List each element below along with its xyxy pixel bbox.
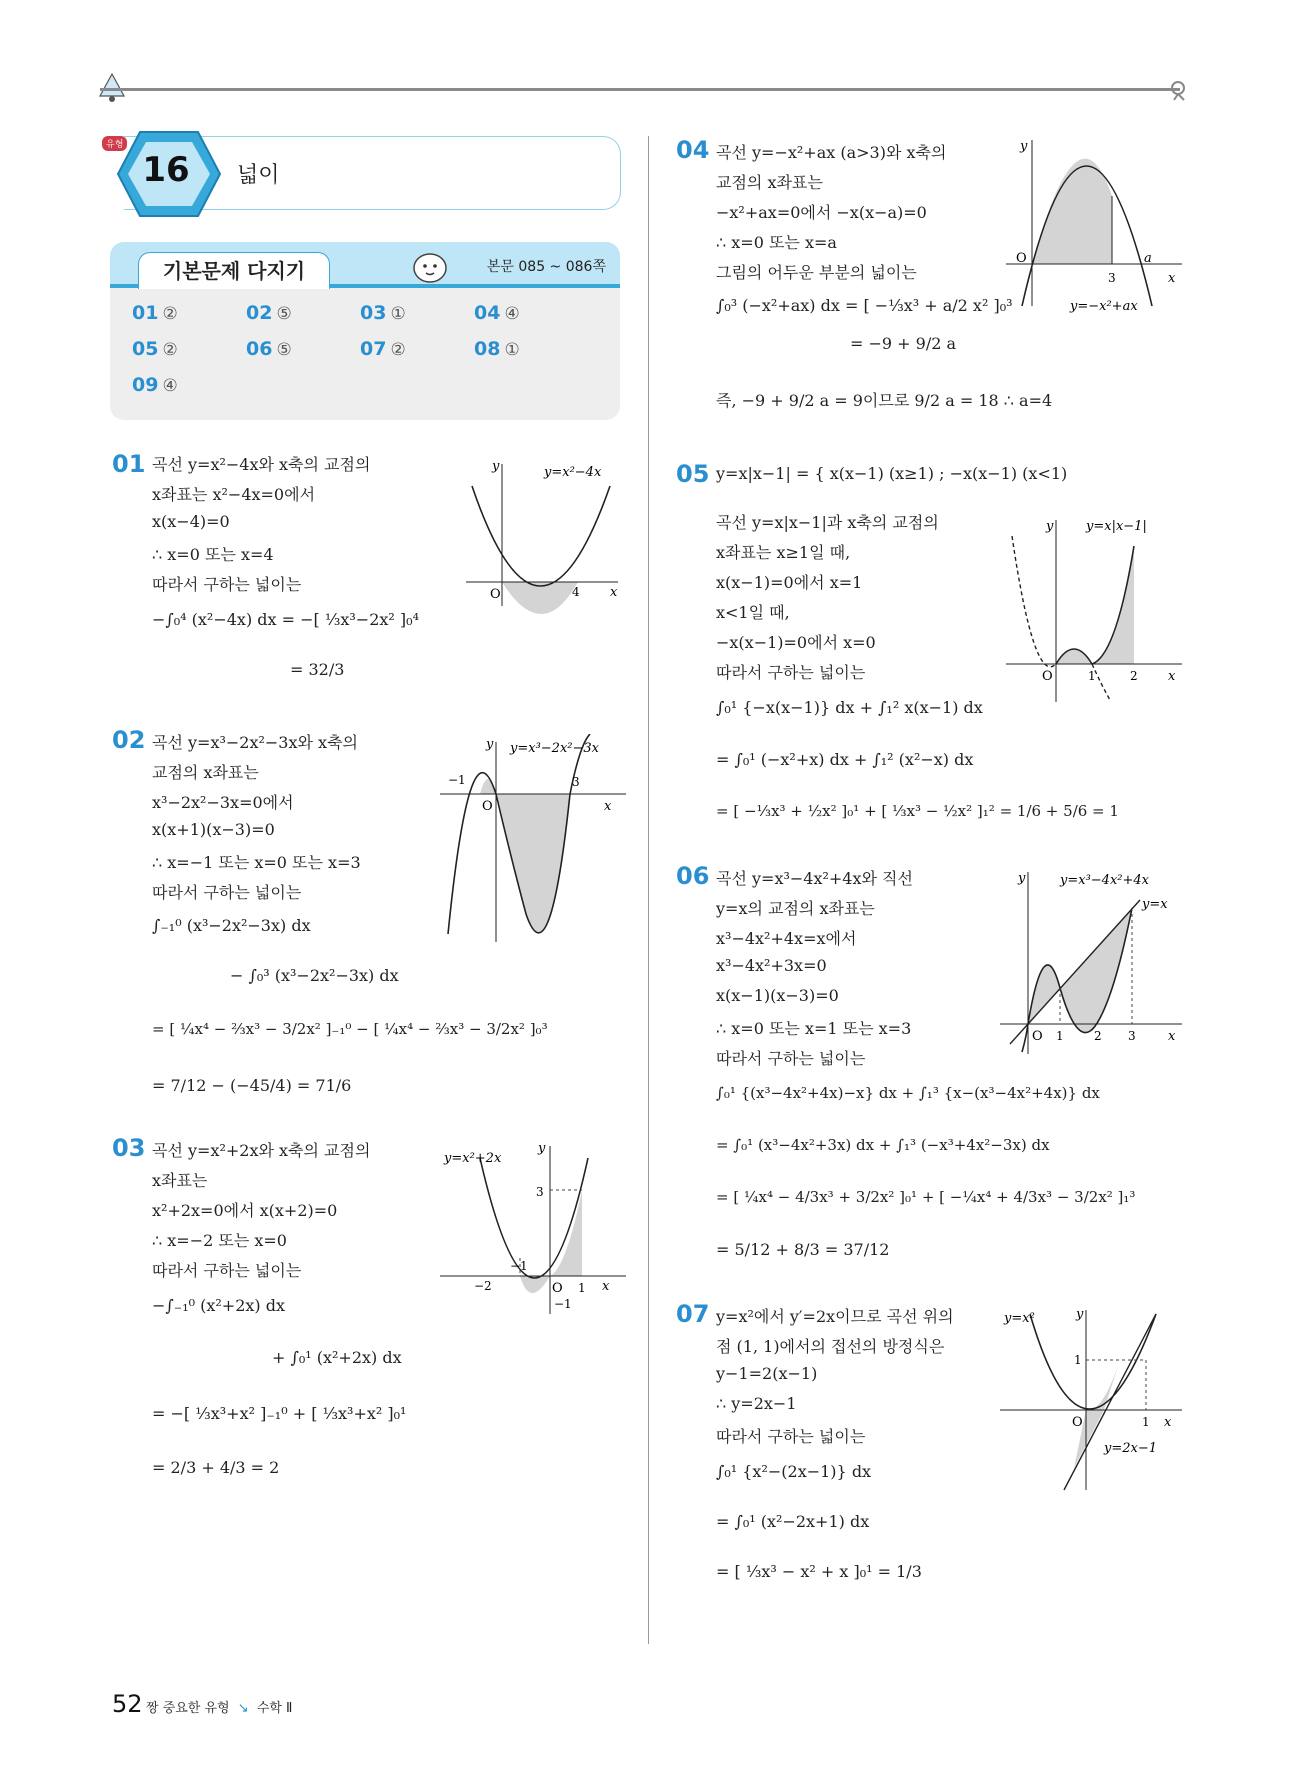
p05-tick-2: 2 xyxy=(1130,669,1138,683)
p03-line-8: = −[ ⅓x³+x² ]₋₁⁰ + [ ⅓x³+x² ]₀¹ xyxy=(152,1404,407,1423)
footer-title xyxy=(146,1697,292,1716)
problem-04-number: 04 xyxy=(676,136,710,164)
footer-arrow-icon: ↘ xyxy=(237,1701,249,1716)
p05-line-10: = [ −⅓x³ + ½x² ]₀¹ + [ ⅓x³ − ½x² ]₁² = 1/6 + 5/6 = 1 xyxy=(716,802,1119,820)
ribbon-icon xyxy=(1168,78,1192,102)
p04-line-8: 즉, −9 + 9/2 a = 9이므로 9/2 a = 18 ∴ a=4 xyxy=(716,391,1053,410)
p03-line-3: x²+2x=0에서 x(x+2)=0 xyxy=(152,1201,338,1220)
p01-line-5: 따라서 구하는 넓이는 xyxy=(152,575,302,594)
p03-line-5: 따라서 구하는 넓이는 xyxy=(152,1261,302,1280)
p07-line-6: ∫₀¹ {x²−(2x−1)} dx xyxy=(716,1462,872,1481)
p04-y-label: y xyxy=(1020,139,1028,154)
p02-line-3: x³−2x²−3x=0에서 xyxy=(152,793,294,812)
p02-line-6: 따라서 구하는 넓이는 xyxy=(152,883,302,902)
p03-eq: y=x²+2x xyxy=(444,1151,502,1166)
p05-line-2: 곡선 y=x|x−1|과 x축의 교점의 xyxy=(716,513,939,532)
p06-eq: y=x³−4x²+4x xyxy=(1060,873,1149,888)
p06-line-1: 곡선 y=x³−4x²+4x와 직선 xyxy=(716,869,913,888)
mascot-bell-icon xyxy=(92,66,132,106)
p02-line-2: 교점의 x좌표는 xyxy=(152,763,259,782)
answer-number: 04 xyxy=(474,302,501,324)
answer-choice: ⑤ xyxy=(276,340,292,360)
p03-line-9: = 2/3 + 4/3 = 2 xyxy=(152,1458,280,1477)
problem-07-number: 07 xyxy=(676,1300,710,1328)
p03-origin: O xyxy=(552,1281,563,1296)
p02-line-1: 곡선 y=x³−2x²−3x와 x축의 xyxy=(152,733,358,752)
p06-tick-2: 2 xyxy=(1094,1029,1102,1043)
p07-tick-1: 1 xyxy=(1142,1415,1150,1429)
column-divider xyxy=(648,136,649,1644)
answer-number: 01 xyxy=(132,302,159,324)
p01-line-4: ∴ x=0 또는 x=4 xyxy=(152,545,274,564)
p05-x-label: x xyxy=(1168,669,1176,684)
problem-06-number: 06 xyxy=(676,862,710,890)
p01-graph xyxy=(462,456,622,616)
answer-choice: ① xyxy=(390,304,406,324)
p02-x-label: x xyxy=(604,799,612,814)
answer-item xyxy=(246,338,292,360)
p07-line-5: 따라서 구하는 넓이는 xyxy=(716,1427,866,1446)
p01-line-3: x(x−4)=0 xyxy=(152,512,230,531)
p06-line-11: = 5/12 + 8/3 = 37/12 xyxy=(716,1240,890,1259)
answer-number: 02 xyxy=(246,302,273,324)
answer-item xyxy=(132,338,178,360)
p06-tick-1: 1 xyxy=(1056,1029,1064,1043)
unit-title: 넓이 xyxy=(237,163,280,188)
p04-line-2: 교점의 x좌표는 xyxy=(716,173,823,192)
unit-tag: 유형 xyxy=(102,136,127,151)
answer-number: 05 xyxy=(132,338,159,360)
p06-origin: O xyxy=(1032,1029,1043,1044)
p05-eq: y=x|x−1| xyxy=(1086,519,1147,534)
problem-01-number: 01 xyxy=(112,450,146,478)
answer-item xyxy=(132,374,178,396)
p01-line-1: 곡선 y=x²−4x와 x축의 교점의 xyxy=(152,455,371,474)
p02-line-4: x(x+1)(x−3)=0 xyxy=(152,820,275,839)
p06-line-8: ∫₀¹ {(x³−4x²+4x)−x} dx + ∫₁³ {x−(x³−4x²+4x)} dx xyxy=(716,1084,1100,1102)
p02-line-10: = 7/12 − (−45/4) = 71/6 xyxy=(152,1076,352,1095)
p07-origin: O xyxy=(1072,1415,1083,1430)
answer-choice: ④ xyxy=(504,304,520,324)
p07-line-3: y−1=2(x−1) xyxy=(716,1364,818,1383)
p07-line-1: y=x²에서 y′=2x이므로 곡선 위의 xyxy=(716,1307,954,1326)
p05-line-4: x(x−1)=0에서 x=1 xyxy=(716,573,863,592)
p01-tick-4: 4 xyxy=(572,585,580,599)
p06-line-3: x³−4x²+4x=x에서 xyxy=(716,929,857,948)
p07-line-8: = [ ⅓x³ − x² + x ]₀¹ = 1/3 xyxy=(716,1562,922,1581)
problem-03-number: 03 xyxy=(112,1134,146,1162)
p05-line-5: x<1일 때, xyxy=(716,603,790,622)
p06-line-4: x³−4x²+3x=0 xyxy=(716,956,827,975)
p06-line-6: ∴ x=0 또는 x=1 또는 x=3 xyxy=(716,1019,912,1038)
p03-tick-3: 3 xyxy=(536,1185,544,1199)
answer-number: 07 xyxy=(360,338,387,360)
answer-choice: ② xyxy=(162,340,178,360)
p03-line-7: + ∫₀¹ (x²+2x) dx xyxy=(272,1348,402,1367)
answer-item xyxy=(360,302,406,324)
p01-eq: y=x²−4x xyxy=(544,465,602,480)
p02-line-7: ∫₋₁⁰ (x³−2x²−3x) dx xyxy=(152,916,311,935)
answer-choice: ④ xyxy=(162,376,178,396)
p07-line-eq: y=2x−1 xyxy=(1104,1441,1158,1456)
p02-line-9: = [ ¼x⁴ − ⅔x³ − 3/2x² ]₋₁⁰ − [ ¼x⁴ − ⅔x³ − 3/2x² ]₀³ xyxy=(152,1020,548,1038)
p04-line-7: = −9 + 9/2 a xyxy=(850,334,957,353)
answer-number: 08 xyxy=(474,338,501,360)
problem-05-number: 05 xyxy=(676,460,710,488)
p05-y-label: y xyxy=(1046,519,1054,534)
p06-line-7: 따라서 구하는 넓이는 xyxy=(716,1049,866,1068)
answer-key-box xyxy=(110,242,620,420)
p07-line-4: ∴ y=2x−1 xyxy=(716,1394,797,1413)
p02-tick-neg1: −1 xyxy=(448,773,466,787)
p06-tick-3: 3 xyxy=(1128,1029,1136,1043)
answer-key-reference: 본문 085 ~ 086쪽 xyxy=(486,259,606,275)
p05-line-9: = ∫₀¹ (−x²+x) dx + ∫₁² (x²−x) dx xyxy=(716,750,974,769)
p03-tick-neg1: −1 xyxy=(510,1259,528,1273)
p02-line-8: − ∫₀³ (x³−2x²−3x) dx xyxy=(230,966,399,985)
footer-book: 짱 중요한 유형 xyxy=(146,1701,230,1716)
p07-line-7: = ∫₀¹ (x²−2x+1) dx xyxy=(716,1512,870,1531)
answer-key-tab: 기본문제 다지기 xyxy=(138,252,330,289)
p01-line-6: −∫₀⁴ (x²−4x) dx = −[ ⅓x³−2x² ]₀⁴ xyxy=(152,610,419,629)
p03-line-6: −∫₋₁⁰ (x²+2x) dx xyxy=(152,1296,285,1315)
p05-line-8: ∫₀¹ {−x(x−1)} dx + ∫₁² x(x−1) dx xyxy=(716,698,983,717)
p04-x-label: x xyxy=(1168,271,1176,286)
p05-line-6: −x(x−1)=0에서 x=0 xyxy=(716,633,876,652)
answer-number: 09 xyxy=(132,374,159,396)
p03-y-label: y xyxy=(538,1141,546,1156)
p04-line-6: ∫₀³ (−x²+ax) dx = [ −⅓x³ + a/2 x² ]₀³ xyxy=(716,296,1013,315)
p06-line-9: = ∫₀¹ (x³−4x²+3x) dx + ∫₁³ (−x³+4x²−3x) dx xyxy=(716,1136,1050,1154)
p04-tick-3: 3 xyxy=(1108,271,1116,285)
p01-origin: O xyxy=(490,587,501,602)
answer-choice: ① xyxy=(504,340,520,360)
p01-y-label: y xyxy=(492,459,500,474)
p04-line-1: 곡선 y=−x²+ax (a>3)와 x축의 xyxy=(716,143,947,162)
p03-line-1: 곡선 y=x²+2x와 x축의 교점의 xyxy=(152,1141,371,1160)
p06-line-10: = [ ¼x⁴ − 4/3x³ + 3/2x² ]₀¹ + [ −¼x⁴ + 4/3x³ − 3/2x² ]₁³ xyxy=(716,1188,1136,1206)
p03-x-label: x xyxy=(602,1279,610,1294)
p07-tick-y1: 1 xyxy=(1074,1353,1082,1367)
answer-choice: ② xyxy=(390,340,406,360)
answer-choice: ② xyxy=(162,304,178,324)
p02-y-label: y xyxy=(486,737,494,752)
p01-x-label: x xyxy=(610,585,618,600)
answer-number: 03 xyxy=(360,302,387,324)
answer-number: 06 xyxy=(246,338,273,360)
p05-line-1: y=x|x−1| = { x(x−1) (x≥1) ; −x(x−1) (x<1) xyxy=(716,464,1068,483)
p05-line-7: 따라서 구하는 넓이는 xyxy=(716,663,866,682)
p07-y-label: y xyxy=(1076,1307,1084,1322)
p07-line-2: 점 (1, 1)에서의 접선의 방정식은 xyxy=(716,1337,945,1356)
answer-item xyxy=(132,302,178,324)
p03-tick-neg2: −2 xyxy=(474,1279,492,1293)
p01-line-7: = 32/3 xyxy=(290,660,345,679)
p01-line-2: x좌표는 x²−4x=0에서 xyxy=(152,485,316,504)
p06-line-5: x(x−1)(x−3)=0 xyxy=(716,986,839,1005)
p04-eq: y=−x²+ax xyxy=(1070,299,1138,314)
p04-line-3: −x²+ax=0에서 −x(x−a)=0 xyxy=(716,203,927,222)
p03-tick-neg1-y: −1 xyxy=(554,1297,572,1311)
p04-line-5: 그림의 어두운 부분의 넓이는 xyxy=(716,263,917,282)
p06-line-2: y=x의 교점의 x좌표는 xyxy=(716,899,875,918)
problem-02-number: 02 xyxy=(112,726,146,754)
p04-origin: O xyxy=(1016,251,1027,266)
p02-eq: y=x³−2x²−3x xyxy=(510,741,599,756)
answer-item xyxy=(474,338,520,360)
p02-line-5: ∴ x=−1 또는 x=0 또는 x=3 xyxy=(152,853,361,872)
answer-item xyxy=(246,302,292,324)
p07-eq: y=x² xyxy=(1004,1311,1035,1326)
p02-origin: O xyxy=(482,799,493,814)
p04-tick-a: a xyxy=(1144,251,1152,266)
p03-line-2: x좌표는 xyxy=(152,1171,208,1190)
answer-item xyxy=(360,338,406,360)
answer-choice: ⑤ xyxy=(276,304,292,324)
p03-tick-1: 1 xyxy=(578,1281,586,1295)
footer-subject: 수학 Ⅱ xyxy=(256,1701,293,1716)
p05-origin: O xyxy=(1042,669,1053,684)
p02-tick-3: 3 xyxy=(572,775,580,789)
page-number: 52 xyxy=(112,1690,143,1718)
p05-tick-1: 1 xyxy=(1088,669,1096,683)
answer-item xyxy=(474,302,520,324)
p06-line-eq: y=x xyxy=(1142,897,1168,912)
mascot-icon xyxy=(402,242,458,288)
p06-y-label: y xyxy=(1018,871,1026,886)
p06-x-label: x xyxy=(1168,1029,1176,1044)
p07-x-label: x xyxy=(1164,1415,1172,1430)
top-rule xyxy=(100,88,1180,91)
unit-number: 16 xyxy=(142,150,190,190)
p04-line-4: ∴ x=0 또는 x=a xyxy=(716,233,837,252)
p05-line-3: x좌표는 x≥1일 때, xyxy=(716,543,851,562)
p03-line-4: ∴ x=−2 또는 x=0 xyxy=(152,1231,287,1250)
